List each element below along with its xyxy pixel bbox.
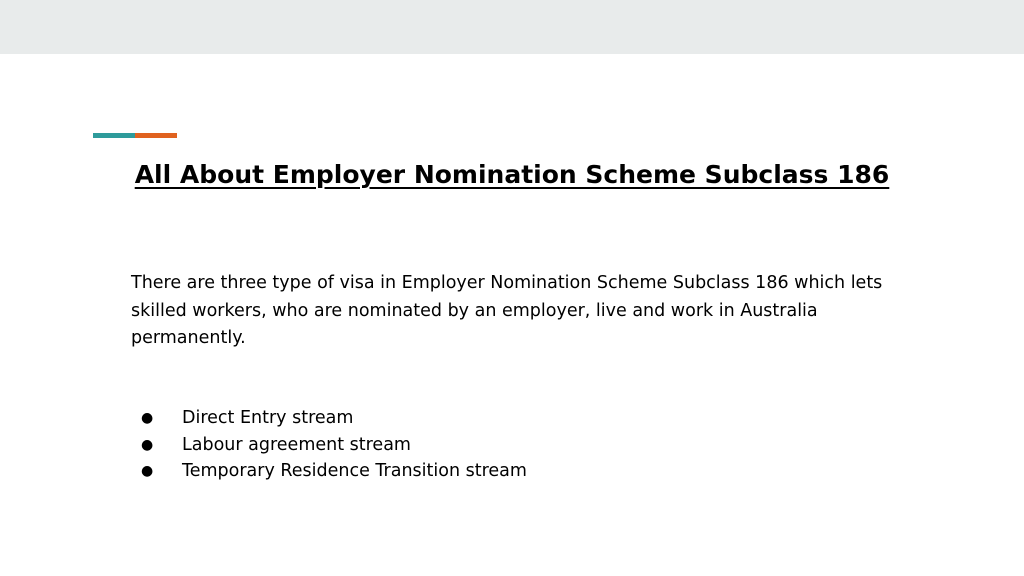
bullet-icon: ●	[141, 436, 154, 453]
list-item-label: Temporary Residence Transition stream	[182, 461, 527, 481]
slide-title: All About Employer Nomination Scheme Subclass 186	[134, 160, 890, 189]
accent-line	[93, 133, 177, 138]
list-item-label: Direct Entry stream	[182, 408, 354, 428]
top-bar	[0, 0, 1024, 54]
slide	[0, 54, 1024, 576]
bullet-list	[141, 405, 527, 485]
accent-line-teal	[93, 133, 135, 138]
bullet-icon: ●	[141, 410, 154, 426]
list-item	[141, 458, 527, 485]
list-item	[141, 432, 527, 459]
accent-line-orange	[135, 133, 177, 138]
bullet-icon: ●	[141, 463, 154, 479]
slide-paragraph: There are three type of visa in Employer Nomination Scheme Subclass 186 which lets skilled workers, who are nominated by an employer, live and work in Australia permanently.	[131, 273, 883, 348]
list-item-label: Labour agreement stream	[182, 434, 411, 455]
list-item	[141, 405, 527, 432]
